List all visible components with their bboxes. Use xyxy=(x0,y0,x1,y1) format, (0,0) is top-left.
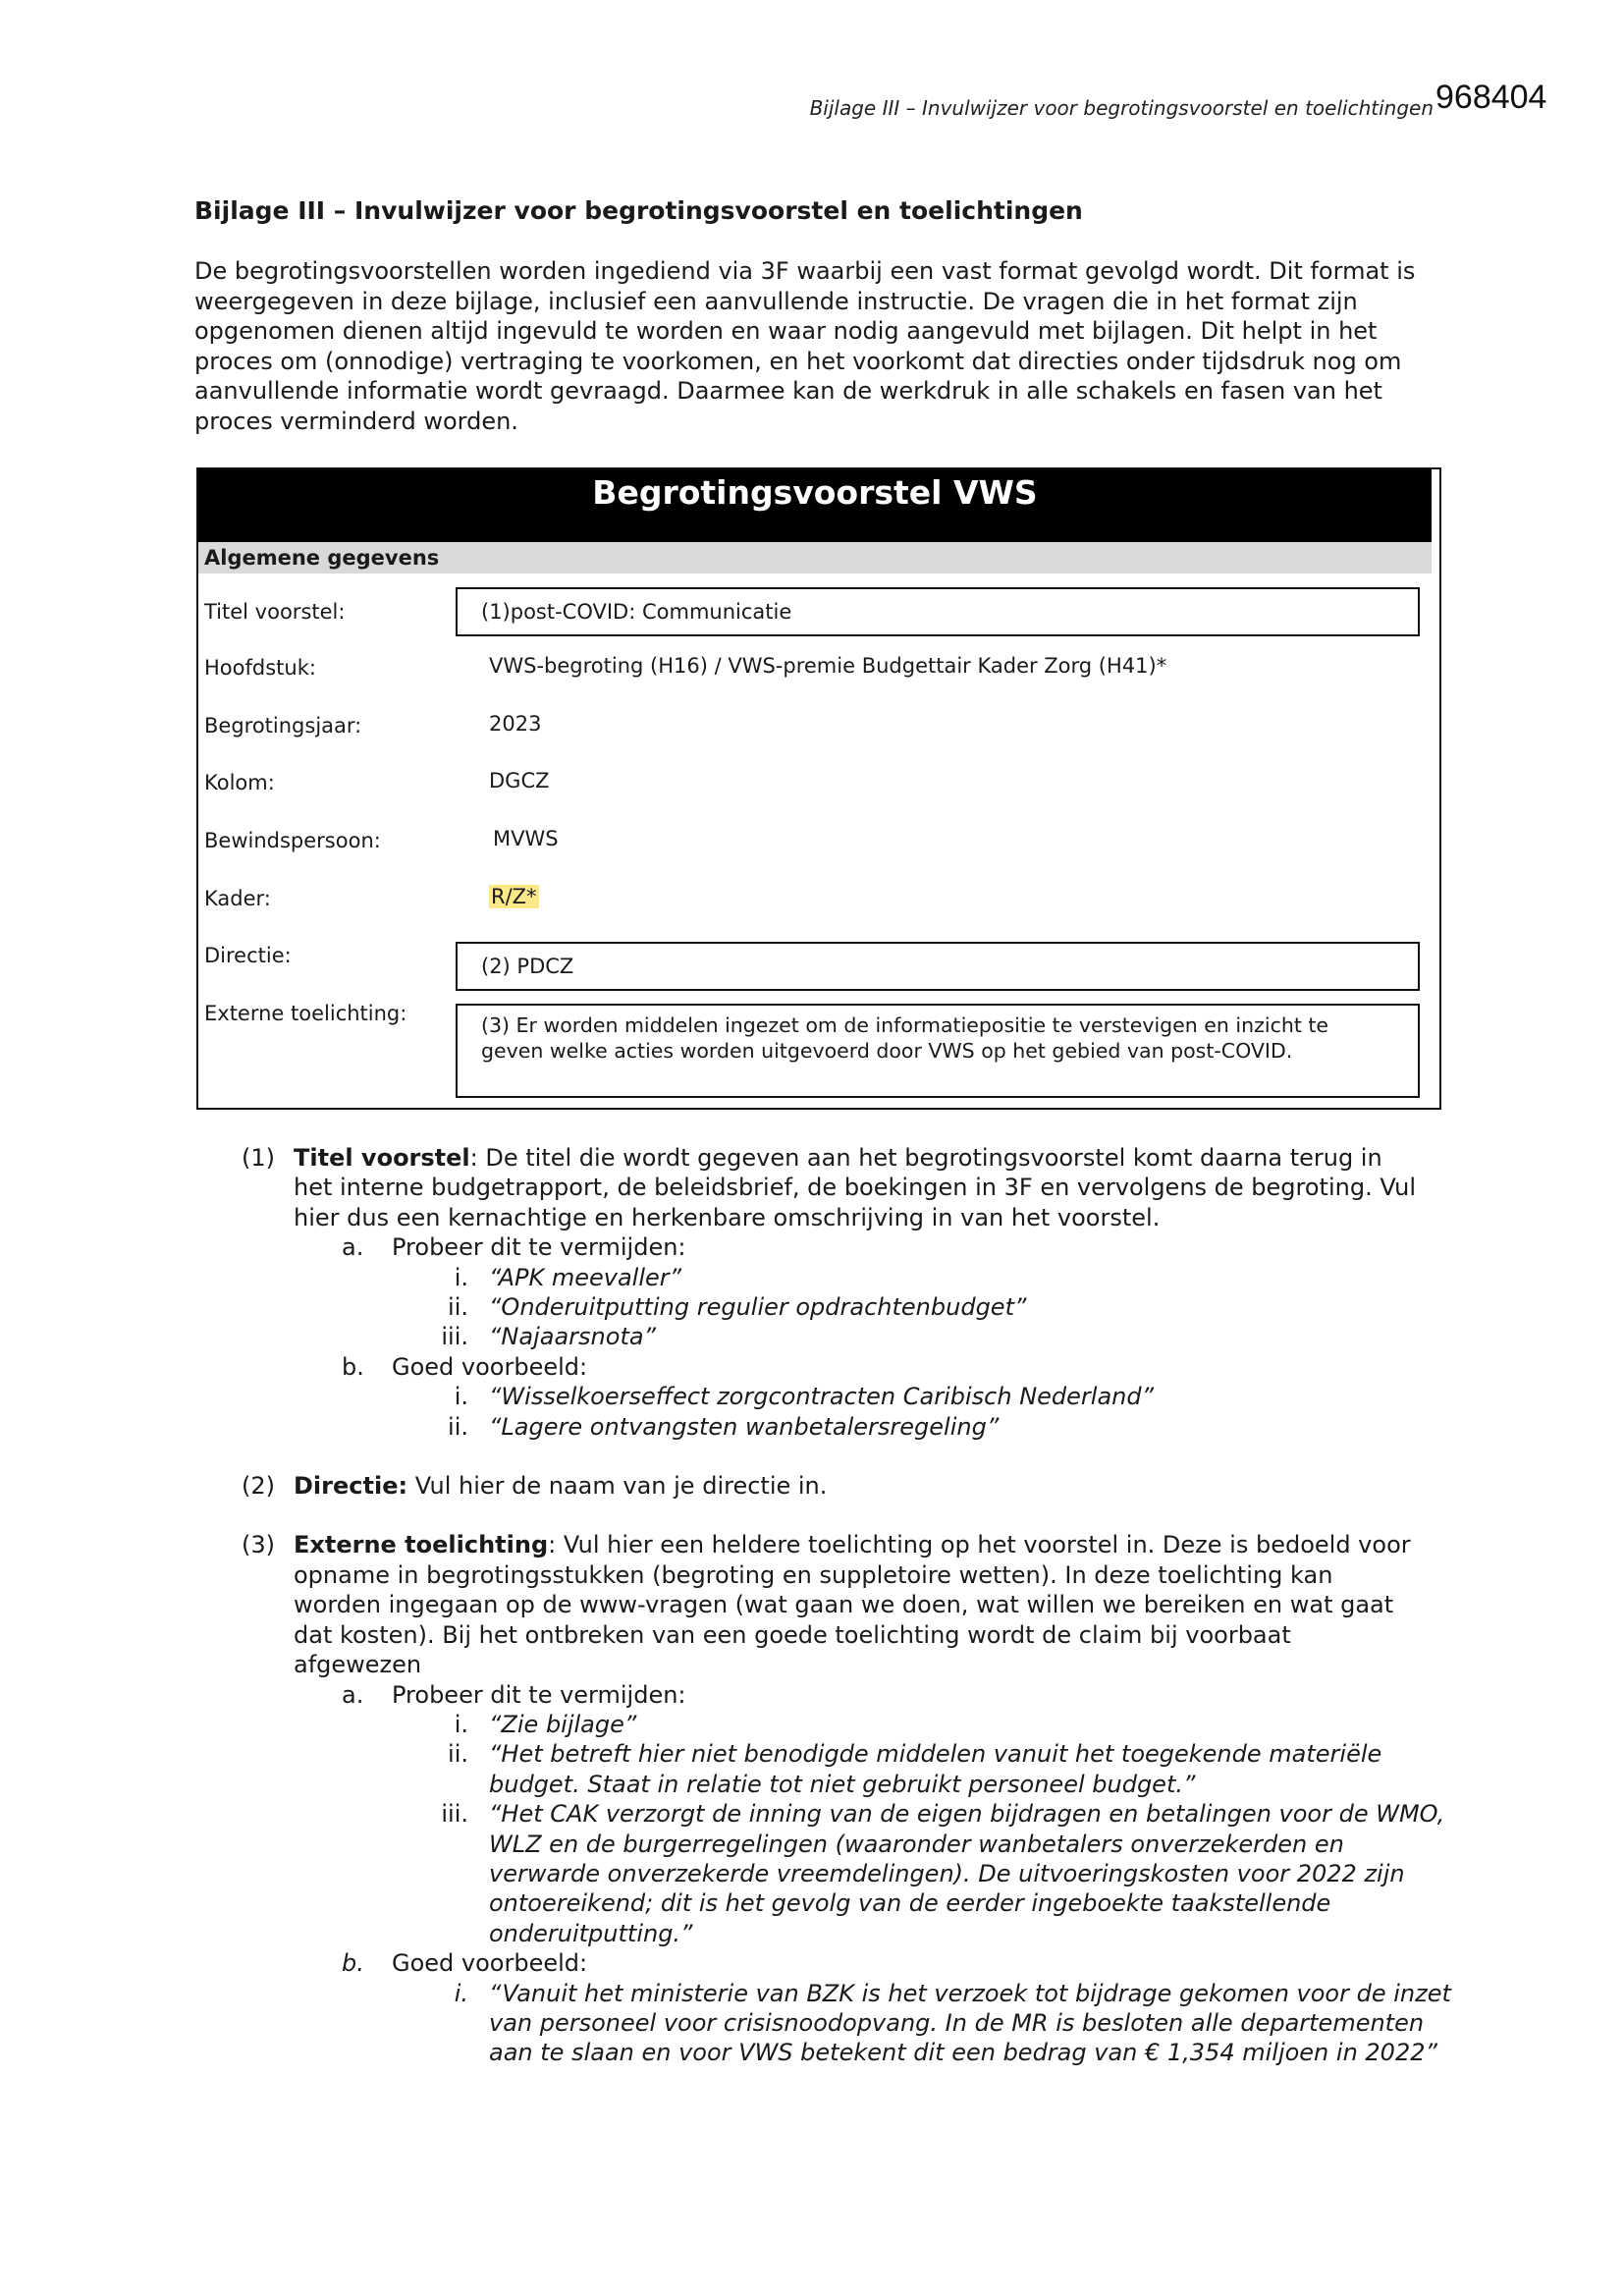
page-heading: Bijlage III – Invulwijzer voor begrotingsvoorstel en toelichtingen xyxy=(194,196,1083,225)
item-text: “Wisselkoerseffect zorgcontracten Caribisch Nederland” xyxy=(489,1383,1155,1411)
budget-proposal-form xyxy=(196,467,1441,1110)
label-bewindspersoon: Bewindspersoon: xyxy=(204,829,381,852)
label-begrotingsjaar: Begrotingsjaar: xyxy=(204,714,362,738)
sub-marker: b. xyxy=(342,1949,364,1978)
item-marker: i. xyxy=(454,1263,468,1291)
note-term: Titel voorstel xyxy=(294,1144,470,1172)
list-item xyxy=(0,1382,1624,1411)
note-text: : De titel die wordt gegeven aan het begrotingsvoorstel komt daarna terug in het interne budgetrapport, de beleidsbrief, de boekingen in 3F en vervolgens de begroting. Vul hier dus een kernachtige en herkenbare omschrijving in van het voorstel. xyxy=(294,1144,1416,1231)
value-begrotingsjaar: 2023 xyxy=(489,712,542,736)
value-hoofdstuk: VWS-begroting (H16) / VWS-premie Budgettair Kader Zorg (H41)* xyxy=(489,654,1167,678)
list-item xyxy=(0,1799,1624,1948)
note-text: Vul hier de naam van je directie in. xyxy=(407,1472,828,1501)
section-header: Algemene gegevens xyxy=(198,542,1432,574)
item-text: “Zie bijlage” xyxy=(489,1710,637,1738)
item-marker: ii. xyxy=(448,1412,468,1441)
label-kolom: Kolom: xyxy=(204,771,275,794)
item-text: “Het CAK verzorgt de inning van de eigen bijdragen en betalingen voor de WMO, WLZ en de burgerregelingen (waaronder wanbetalers onverzekerden en verwarde onverzekerde vreemdelingen). De uitvoeringskosten voor 2022 zijn ontoereikend; dit is het gevolg van de eerder ingeboekte taakstellende onderuitputting.” xyxy=(489,1800,1445,1947)
item-marker: i. xyxy=(454,1710,468,1738)
value-bewindspersoon: MVWS xyxy=(493,827,559,850)
item-text: “Najaarsnota” xyxy=(489,1323,656,1351)
note-number: (1) xyxy=(242,1144,275,1172)
sub-marker: a. xyxy=(342,1680,364,1709)
instructions xyxy=(0,1143,1624,2068)
label-hoofdstuk: Hoofdstuk: xyxy=(204,656,316,680)
sub-avoid xyxy=(0,1680,1624,1710)
running-header: Bijlage III – Invulwijzer voor begrotingsvoorstel en toelichtingen xyxy=(809,96,1434,120)
note-number: (3) xyxy=(242,1531,275,1559)
list-item xyxy=(0,1710,1624,1739)
item-marker: i. xyxy=(454,1383,468,1411)
sub-good-example xyxy=(0,1948,1624,1978)
label-kader: Kader: xyxy=(204,887,271,910)
sub-marker: b. xyxy=(342,1352,364,1381)
note-term: Externe toelichting xyxy=(294,1531,549,1559)
value-kolom: DGCZ xyxy=(489,769,550,793)
note-term: Directie: xyxy=(294,1472,408,1501)
intro-paragraph: De begrotingsvoorstellen worden ingediend via 3F waarbij een vast format gevolgd wordt. Dit format is weergegeven in deze bijlage, inclusief een aanvullende instructie. De vragen die in het format zijn opgenomen dienen altijd ingevuld te worden en waar nodig aangevuld met bijlagen. Dit helpt in het proces om (onnodige) vertraging te voorkomen, en het voorkomt dat directies onder tijdsdruk nog om aanvullende informatie wordt gevraagd. Daarmee kan de werkdruk in alle schakels en fasen van het proces verminderd worden. xyxy=(194,257,1416,435)
list-item xyxy=(0,1263,1624,1292)
note-directie xyxy=(0,1471,1624,1501)
item-marker: ii. xyxy=(448,1740,468,1769)
note-titel-voorstel xyxy=(0,1143,1624,1232)
label-titel-voorstel: Titel voorstel: xyxy=(204,600,346,624)
item-marker: i. xyxy=(454,1979,468,2007)
value-kader xyxy=(489,885,539,908)
label-externe-toelichting: Externe toelichting: xyxy=(204,1002,407,1025)
item-marker: ii. xyxy=(448,1293,468,1322)
form-title: Begrotingsvoorstel VWS xyxy=(198,469,1432,542)
item-text: “APK meevaller” xyxy=(489,1263,682,1291)
list-item xyxy=(0,1739,1624,1799)
item-text: “Vanuit het ministerie van BZK is het verzoek tot bijdrage gekomen voor de inzet van personeel voor crisisnoodopvang. In de MR is besloten alle departementen aan te slaan en voor VWS betekent dit een bedrag van € 1,354 miljoen in 2022” xyxy=(489,1979,1451,2067)
document-number: 968404 xyxy=(1435,79,1547,116)
item-text: “Onderuitputting regulier opdrachtenbudget” xyxy=(489,1293,1027,1322)
sub-label: Goed voorbeeld: xyxy=(392,1352,588,1381)
field-externe-toelichting[interactable]: (3) Er worden middelen ingezet om de informatiepositie te verstevigen en inzicht te geven welke acties worden uitgevoerd door VWS op het gebied van post-COVID. xyxy=(456,1004,1420,1098)
item-marker: iii. xyxy=(441,1800,468,1829)
note-text: : Vul hier een heldere toelichting op het voorstel in. Deze is bedoeld voor opname in begrotingsstukken (begroting en suppletoire wetten). In deze toelichting kan worden ingegaan op de www-vragen (wat gaan we doen, wat willen we bereiken en wat gaat dat kosten). Bij het ontbreken van een goede toelichting wordt de claim bij voorbaat afgewezen xyxy=(294,1531,1411,1679)
sub-label: Probeer dit te vermijden: xyxy=(392,1680,686,1709)
label-directie: Directie: xyxy=(204,944,292,967)
note-externe-toelichting xyxy=(0,1530,1624,1679)
sub-marker: a. xyxy=(342,1233,364,1262)
sub-avoid xyxy=(0,1232,1624,1262)
highlighted-value: R/Z* xyxy=(491,885,537,908)
item-text: “Lagere ontvangsten wanbetalersregeling” xyxy=(489,1412,1000,1441)
sub-good-example xyxy=(0,1352,1624,1382)
sub-label: Probeer dit te vermijden: xyxy=(392,1233,686,1262)
list-item xyxy=(0,1292,1624,1322)
list-item xyxy=(0,1322,1624,1351)
note-number: (2) xyxy=(242,1472,275,1501)
list-item xyxy=(0,1412,1624,1442)
item-text: “Het betreft hier niet benodigde middelen vanuit het toegekende materiële budget. Staat in relatie tot niet gebruikt personeel budget.” xyxy=(489,1740,1382,1798)
list-item xyxy=(0,1979,1624,2068)
sub-label: Goed voorbeeld: xyxy=(392,1949,588,1978)
field-titel-voorstel[interactable]: (1)post-COVID: Communicatie xyxy=(456,587,1420,636)
item-marker: iii. xyxy=(441,1323,468,1351)
field-directie[interactable]: (2) PDCZ xyxy=(456,942,1420,991)
